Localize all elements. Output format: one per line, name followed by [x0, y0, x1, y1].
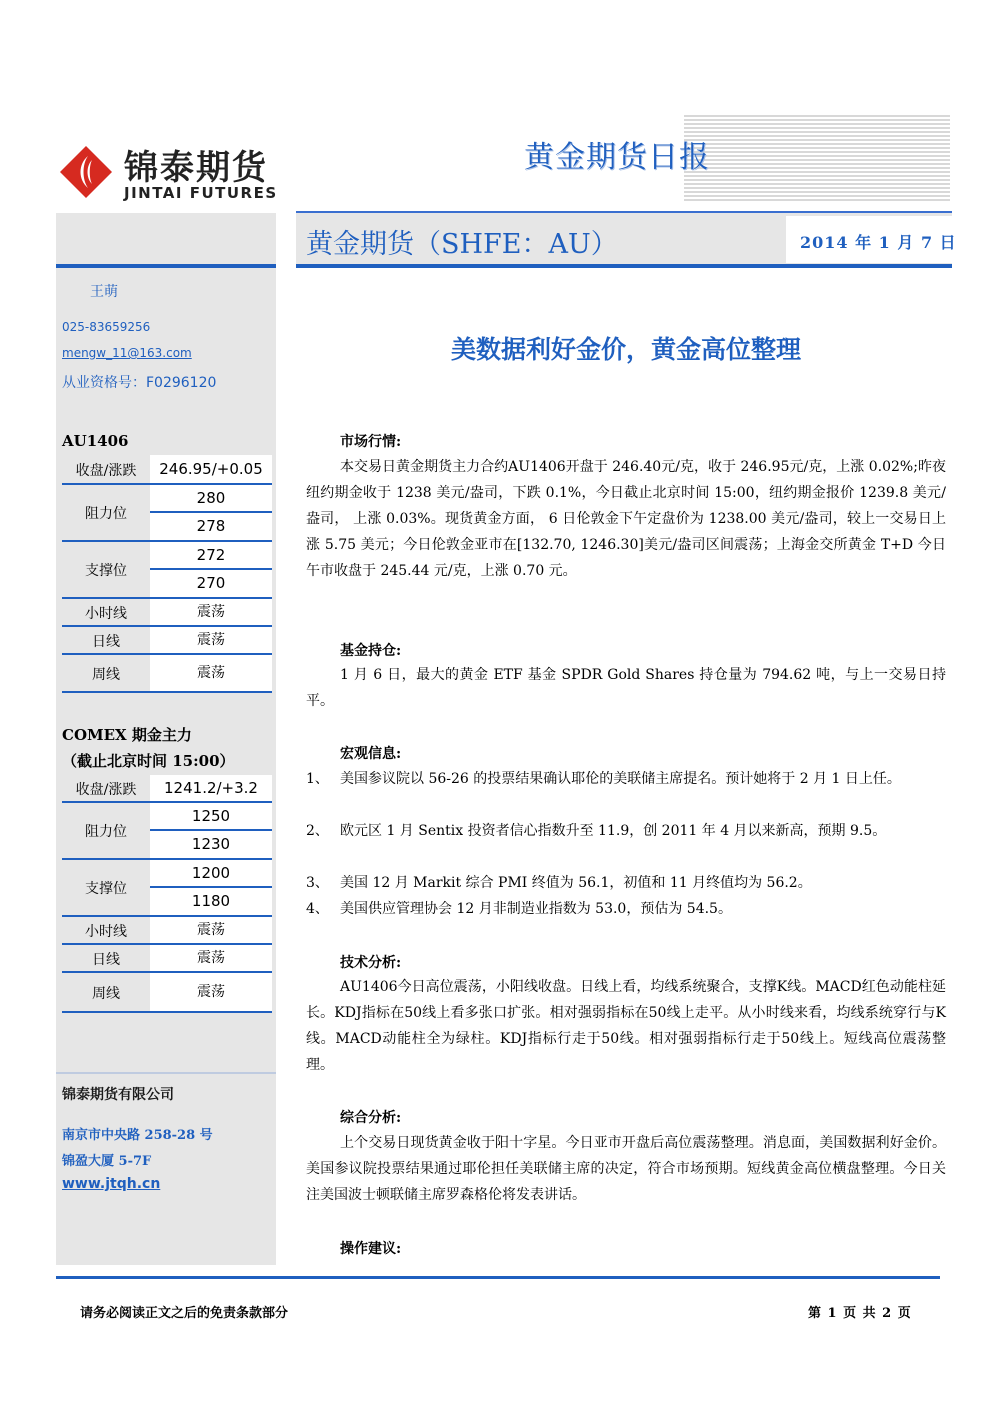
company-logo	[58, 140, 288, 210]
close-value: 1241.2/+3.2	[150, 775, 272, 801]
headline: 美数据利好金价，黄金高位整理	[450, 335, 801, 364]
daily-label: 日线	[92, 634, 120, 650]
support-label: 支撑位	[85, 881, 127, 897]
table-row	[62, 945, 272, 973]
resistance-value: 1230	[150, 831, 272, 858]
report-title: 黄金期货日报	[524, 140, 710, 175]
weekly-value: 震荡	[150, 655, 272, 691]
close-label: 收盘/涨跌	[75, 782, 137, 798]
analyst-email-link[interactable]: mengw_11@163.com	[62, 346, 192, 360]
footer-disclaimer: 请务必阅读正文之后的免责条款部分	[80, 1306, 289, 1321]
table-row	[150, 860, 272, 888]
sidebar-divider	[56, 264, 276, 268]
daily-value: 震荡	[150, 945, 272, 971]
list-item	[306, 818, 946, 870]
section-heading-macro: 宏观信息:	[340, 746, 402, 762]
resistance-value: 1250	[150, 803, 272, 829]
list-item-number: 4、	[306, 901, 329, 917]
list-item-text: 美国参议院以 56-26 的投票结果确认耶伦的美联储主席提名。预计她将于 2 月 1 日上任。	[340, 771, 901, 787]
list-item-text: 美国供应管理协会 12 月非制造业指数为 53.0，预估为 54.5。	[340, 901, 732, 917]
list-item	[306, 870, 946, 896]
hourly-value: 震荡	[150, 599, 272, 625]
company-name: 锦泰期货有限公司	[62, 1087, 174, 1103]
support-label: 支撑位	[85, 563, 127, 579]
logo-name-en: JINTAI FUTURES	[124, 184, 278, 202]
paragraph: AU1406今日高位震荡，小阳线收盘。日线上看，均线系统聚合，支撑K线。MACD红色动能柱延长。KDJ指标在50线上看多张口扩张。相对强弱指标在50线上走平。从小时线来看，均线系统穿行与K线。MACD动能柱全为绿柱。KDJ指标行走于50线。相对强弱指标行走于50线上。短线高位震荡整理。	[306, 979, 946, 1073]
logo-name-cn: 锦泰期货	[124, 148, 268, 188]
paragraph: 上个交易日现货黄金收于阳十字星。今日亚市开盘后高位震荡整理。消息面，美国数据利好金价。美国参议院投票结果通过耶伦担任美联储主席的决定，符合市场预期。短线黄金高位横盘整理。今日关注美国波士顿联储主席罗森格伦将发表讲话。	[306, 1135, 946, 1203]
list-item-text: 美国 12 月 Markit 综合 PMI 终值为 56.1，初值和 11 月终值均为 56.2。	[340, 875, 812, 891]
list-item	[306, 766, 946, 818]
section-body-summary	[306, 1130, 946, 1208]
analyst-certificate: 从业资格号：F0296120	[62, 375, 217, 391]
comex-table-subtitle: （截止北京时间 15:00）	[62, 752, 235, 770]
paragraph: 本交易日黄金期货主力合约AU1406开盘于 246.40元/克，收于 246.95元/克，上涨 0.02%;昨夜纽约期金收于 1238 美元/盎司，下跌 0.1%，今日截止北京时间 15:00，纽约期金报价 1239.8 美元/盎司， 上涨 0.03%。现货黄金方面， 6 日伦敦金下午定盘价为 1238.00 美元/盎司，较上一交易日上涨 5.75 美元；今日伦敦金亚市在[132.70, 1246.30]美元/盎司区间震荡；上海金交所黄金 T+D 今日午市收盘于 245.44 元/克，上涨 0.70 元。	[306, 459, 946, 579]
resistance-value: 280	[150, 485, 272, 511]
resistance-label: 阻力位	[85, 506, 127, 522]
comex-table-title: COMEX 期金主力	[62, 726, 192, 744]
analyst-name: 王萌	[90, 284, 118, 300]
table-row	[62, 455, 272, 485]
hourly-label: 小时线	[85, 606, 127, 622]
section-body-technical	[306, 974, 946, 1078]
company-address-line1: 南京市中央路 258-28 号	[62, 1128, 213, 1143]
list-item-number: 2、	[306, 823, 329, 839]
table-row	[62, 627, 272, 655]
weekly-value: 震荡	[150, 973, 272, 1011]
hourly-label: 小时线	[85, 924, 127, 940]
list-item-text: 欧元区 1 月 Sentix 投资者信心指数升至 11.9，创 2011 年 4 月以来新高，预期 9.5。	[340, 823, 887, 839]
au-table	[62, 455, 272, 705]
paragraph: 1 月 6 日，最大的黄金 ETF 基金 SPDR Gold Shares 持仓量为 794.62 吨，与上一交易日持平。	[306, 667, 946, 709]
table-row	[62, 655, 272, 693]
list-item	[306, 896, 946, 922]
table-row	[62, 917, 272, 945]
hourly-value: 震荡	[150, 917, 272, 943]
table-row	[62, 599, 272, 627]
logo-diamond-icon	[58, 144, 114, 200]
section-body-market	[306, 454, 946, 584]
company-website-link[interactable]: www.jtqh.cn	[62, 1176, 161, 1192]
list-item-number: 1、	[306, 771, 329, 787]
table-row	[62, 973, 272, 1013]
section-heading-technical: 技术分析:	[340, 955, 402, 971]
resistance-label: 阻力位	[85, 824, 127, 840]
weekly-label: 周线	[92, 667, 120, 683]
section-heading-summary: 综合分析:	[340, 1110, 402, 1126]
resistance-value: 278	[150, 513, 272, 540]
section-heading-advice: 操作建议:	[340, 1241, 402, 1257]
table-row	[150, 485, 272, 513]
support-value: 1180	[150, 888, 272, 915]
table-row	[150, 803, 272, 831]
report-date: 2014 年 1 月 7 日	[800, 233, 957, 252]
close-value: 246.95/+0.05	[150, 455, 272, 483]
section-heading-fund: 基金持仓:	[340, 643, 402, 659]
weekly-label: 周线	[92, 986, 120, 1002]
header-hatch-decoration	[684, 115, 950, 203]
footer-divider	[56, 1276, 940, 1279]
report-subtitle: 黄金期货（SHFE：AU）	[306, 229, 618, 260]
section-body-fund	[306, 662, 946, 714]
subtitle-band-divider	[296, 264, 952, 268]
au-table-title: AU1406	[62, 432, 129, 450]
daily-value: 震荡	[150, 627, 272, 653]
analyst-phone: 025-83659256	[62, 320, 151, 334]
section-heading-market: 市场行情:	[340, 434, 402, 450]
table-row	[62, 775, 272, 803]
close-label: 收盘/涨跌	[75, 463, 137, 479]
comex-table	[62, 775, 272, 1025]
list-item-number: 3、	[306, 875, 329, 891]
support-value: 270	[150, 570, 272, 597]
support-value: 1200	[150, 860, 272, 886]
support-value: 272	[150, 542, 272, 568]
footer-page-number: 第 1 页 共 2 页	[808, 1306, 912, 1321]
table-row	[150, 542, 272, 570]
company-divider	[56, 1072, 276, 1074]
daily-label: 日线	[92, 952, 120, 968]
company-address-line2: 锦盈大厦 5-7F	[62, 1154, 152, 1169]
